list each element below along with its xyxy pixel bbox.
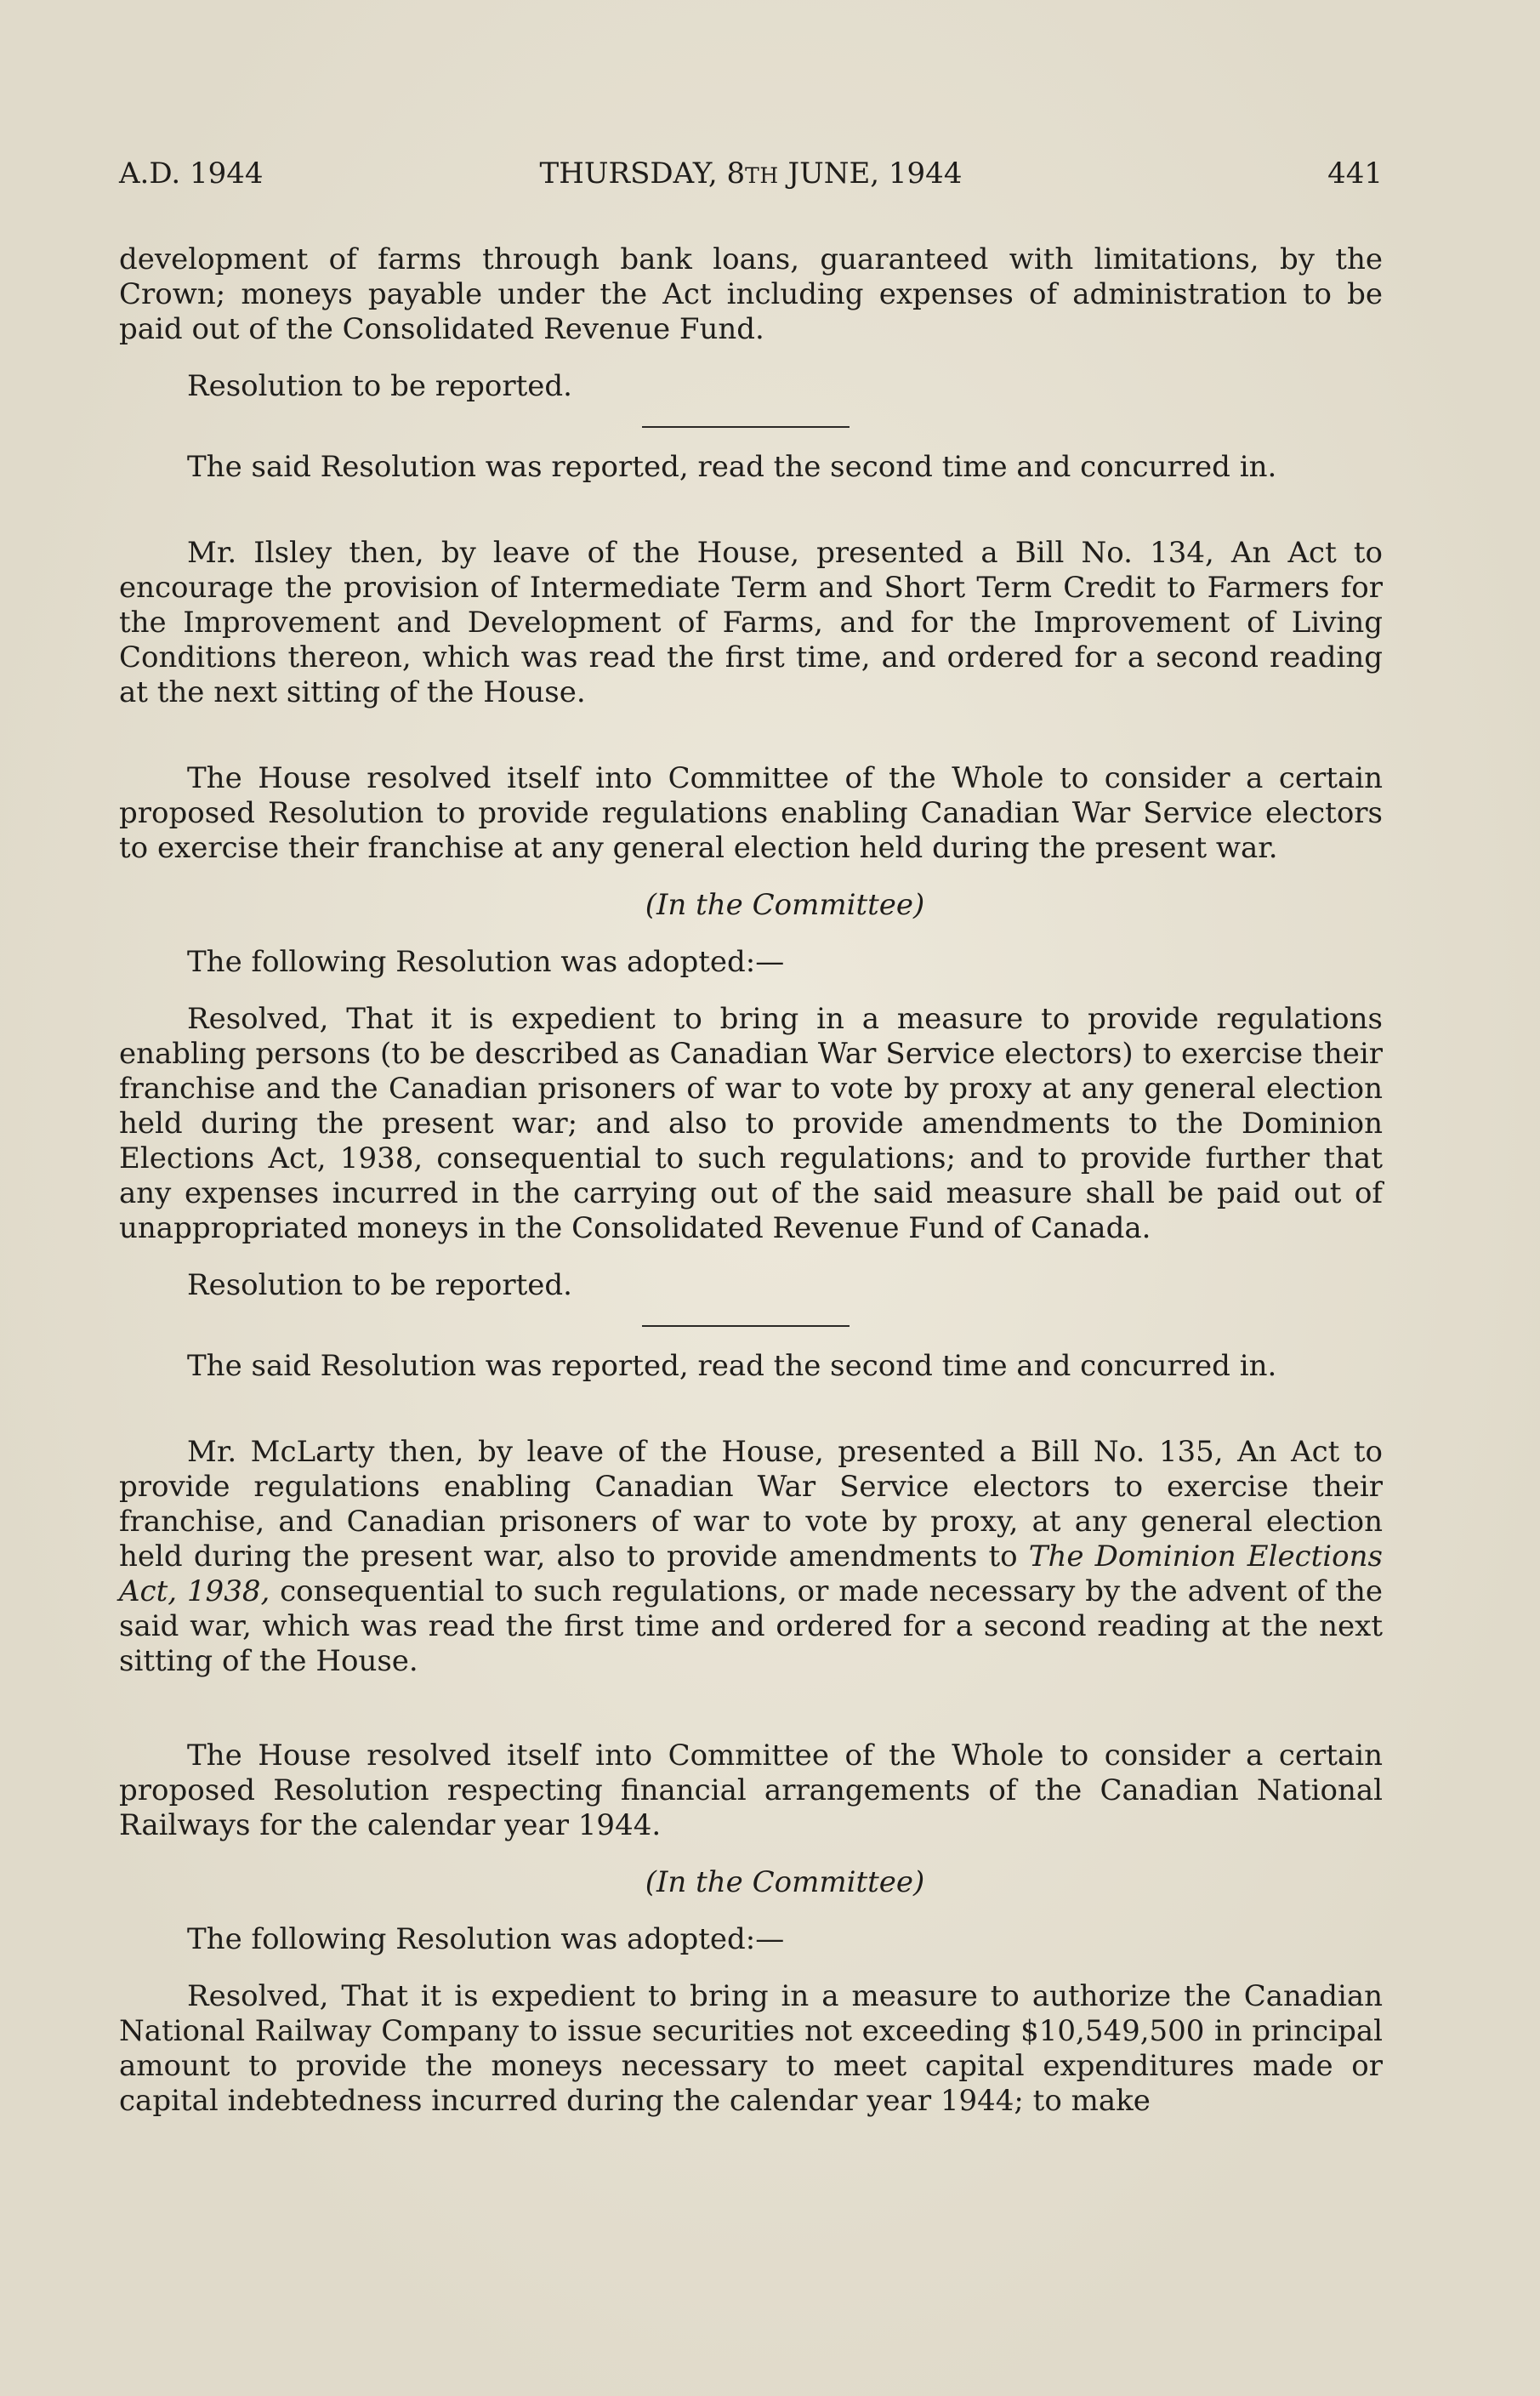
page-number: 441 [1327,157,1383,191]
header-year: A.D. 1944 [119,157,264,191]
header-date-month-year: JUNE, 1944 [778,157,963,191]
committee-heading: (In the Committee) [645,888,925,922]
resolution-reported-note: Resolution to be reported. [187,1268,572,1302]
header-date-day: THURSDAY, 8 [539,157,746,191]
bill-134-paragraph: Mr. Ilsley then, by leave of the House, presented a Bill No. 134, An Act to encourage the provision of Intermediate Term and Short Term Credit to Farmers for the Improvement and Development of Farms, and for the Improvement of Living Conditions thereon, which was read the first time, and ordered for a second reading at the next sitting of the House. [119,536,1383,709]
committee-heading: (In the Committee) [645,1865,925,1899]
committee-war-service-paragraph: The House resolved itself into Committee of the Whole to consider a certain proposed Resolution to provide regulations enabling Canadian War Service electors to exercise their franchise at any general election held during the present war. [119,761,1383,865]
resolution-railways-text: Resolved, That it is expedient to bring in a measure to authorize the Canadian National Railway Company to issue securities not exceeding $10,549,500 in principal amount to provide the moneys necessary to meet capital expenditures made or capital indebtedness incurred during the calendar year 1944; to make [119,1979,1383,2118]
resolution-adopted-note: The following Resolution was adopted:— [187,1922,785,1956]
bill-135-paragraph [119,1435,1383,1679]
resolution-adopted-note: The following Resolution was adopted:— [187,945,785,979]
resolution-reported-note: Resolution to be reported. [187,369,572,403]
concurrence-note: The said Resolution was reported, read the second time and concurred in. [187,450,1277,484]
header-date [119,151,1383,198]
bill-135-text-end: consequential to such regulations, or made necessary by the advent of the said war, which was read the first time and ordered for a second reading at the next sitting of the House. [119,1574,1383,1678]
act-title-italic: The Dominion Elections Act, 1938, [119,1539,1384,1608]
concurrence-note: The said Resolution was reported, read the second time and concurred in. [187,1349,1277,1383]
bill-135-text-start: Mr. McLarty then, by leave of the House, presented a Bill No. 135, An Act to provide regulations enabling Canadian War Service electors to exercise their franchise, and Canadian prisoners of war to vote by proxy, at any general election held during the present war, also to provide amendments to [119,1435,1383,1574]
page-body [119,242,1383,2119]
running-header [119,151,1383,196]
resolution-war-service-text: Resolved, That it is expedient to bring in a measure to provide regulations enabling persons (to be described as Canadian War Service electors) to exercise their franchise and the Canadian prisoners of war to vote by proxy at any general election held during the present war; and also to provide amendments to the Dominion Elections Act, 1938, consequential to such regulations; and to provide further that any expenses incurred in the carrying out of the said measure shall be paid out of unappropriated moneys in the Consolidated Revenue Fund of Canada. [119,1002,1383,1245]
paragraph-continued: development of farms through bank loans, guaranteed with limitations, by the Crown; moneys payable under the Act including expenses of administration to be paid out of the Consolidated Revenue Fund. [119,242,1383,346]
header-date-ordinal: TH [745,163,779,188]
committee-railways-paragraph: The House resolved itself into Committee of the Whole to consider a certain proposed Resolution respecting financial arrangements of the Canadian National Railways for the calendar year 1944. [119,1739,1383,1842]
